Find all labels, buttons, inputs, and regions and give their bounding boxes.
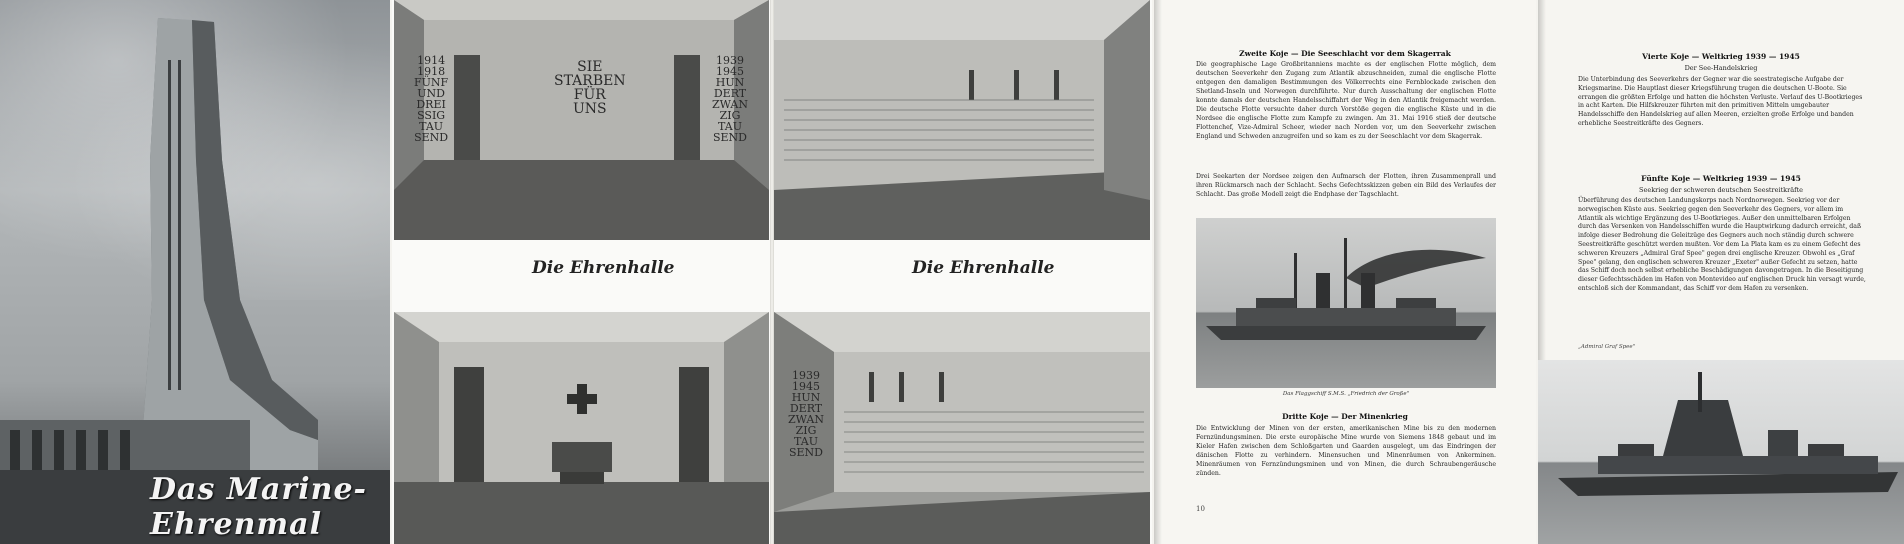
tower-illustration [0,0,390,544]
section-subtitle-see-handelskrieg: Der See-Handelskrieg [1684,64,1758,72]
battleship-illustration [1196,218,1496,388]
section-body-dritte-koje: Die Entwicklung der Minen von der ersten, amerikanischen Mine bis zu den modernen Fernzündungsminen. Die erste europäische Mine wurde von Siemens 1848 gebaut und im Kieler Hafen zwischen dem Schloßgarten und Gaarden ausgelegt, um das Eindringen der dänischen Flotte zu verhindern. Minensuchen und Minenräumen von Ankerminen. Minenräumen von Fernzündungsminen und von Minen, die durch Schraubengeräusche zünden. [1196,425,1496,477]
ship-caption: Das Flaggschiff S.M.S. „Friedrich der Große" [1282,391,1410,397]
inscription-1914-1918: 1914 1918 FÜNF UND DREI SSIG TAU SEND [414,54,449,144]
hall-wall-illustration [774,0,1150,240]
section-title-vierte-koje: Vierte Koje — Weltkrieg 1939 — 1945 [1642,52,1800,61]
ship-photo-friedrich-der-grosse [1196,218,1496,388]
inscription-1939-1945-bottom: 1939 1945 HUN DERT ZWAN ZIG TAU SEND [788,369,824,459]
cover-title: Das Marine-Ehrenmal [150,472,367,542]
hall-photo-bottom-right [774,312,1150,544]
ship-photo-graf-spee [1538,360,1904,544]
hall-photo-bottom-left [394,312,769,544]
inscription-sie-starben: SIE STARBEN FÜR UNS [554,59,626,117]
section-subtitle-seekrieg: Seekrieg der schweren deutschen Seestreitkräfte [1639,186,1803,194]
cover-page [0,0,390,544]
photo-caption-graf-spee: „Admiral Graf Spee" [1578,344,1636,350]
text-page-right [1538,0,1904,544]
photo-spread [392,0,1152,544]
inscription-1939-1945: 1939 1945 HUN DERT ZWAN ZIG TAU SEND [712,54,748,144]
section-body-zweite-koje-2: Drei Seekarten der Nordsee zeigen den Aufmarsch der Flotten, ihren Zusammenprall und ihren Rückmarsch nach der Schlacht. Sechs Gefechtsskizzen geben ein Bild des Verlaufes der Schlacht. Das große Modell zeigt die Endphase der Tagschlacht. [1196,173,1496,198]
hall-photo-top-right [774,0,1150,240]
section-body-zweite-koje: Die geographische Lage Großbritanniens machte es der englischen Flotte möglich, dem deutschen Seeverkehr den Zugang zum Atlantik abzuschneiden, zumal die englische Flotte entgegen den damaligen Bestimmungen des Völkerrechts eine Fernblockade zwischen den Shetland-Inseln und Norwegen durchführte. Nur durch Ausschaltung der englischen Flotte konnte damals der deutschen Handelsschiffahrt der Weg in den Atlantik freigemacht werden. Die deutsche Flotte versuchte daher durch Vorstöße gegen die englische Küste und in die Nordsee die englische Flotte zum Kampfe zu zwingen. Am 31. Mai 1916 stieß der deutsche Flottenchef, Vize-Admiral Scheer, wieder nach Norden vor, um den Seeverkehr zwischen England und Schweden anzugreifen und so kam es zu der Seeschlacht vor dem Skagerrak. [1196,61,1496,140]
page-number: 10 [1196,505,1205,513]
cruiser-illustration [1538,360,1904,544]
hall-photo-top-left [394,0,769,240]
section-body-fuenfte-koje: Überführung des deutschen Landungskorps nach Nordnorwegen. Seekrieg vor der norwegischen Küste aus. Seekrieg gegen den Seeverkehr des Gegners, vor allem im Atlantik als wichtige Ergänzung des U-Bootkrieges. Außer den unmittelbaren Erfolgen durch das Versenken von Handelsschiffen wurde die Hauptwirkung dadurch erreicht, daß infolge dieser Bedrohung die Geleitzüge des Gegners auch noch ständig durch schwere Seestreitkräfte geschützt werden mußten. Vor dem La Plata kam es zu einem Gefecht des schweren Kreuzers „Admiral Graf Spee" gegen drei englische Kreuzer. Obwohl es „Graf Spee" gelang, den englischen schweren Kreuzer „Exeter" außer Gefecht zu setzen, hatte das Schiff doch noch selbst erhebliche Beschädigungen davongetragen. In die Beseitigung dieser Gefechtsschäden im Hafen von Montevideo auf englischen Druck hin versagt wurde, entschloß sich der Kommandant, das Schiff vor dem Hafen zu versenken. [1578,197,1866,292]
section-title-fuenfte-koje: Fünfte Koje — Weltkrieg 1939 — 1945 [1641,174,1801,183]
section-body-vierte-koje: Die Unterbindung des Seeverkehrs der Gegner war die seestrategische Aufgabe der Kriegsmarine. Die Hauptlast dieser Kriegsführung trugen die deutschen U-Boote. Sie errangen die größten Erfolge und hatten die höchsten Verluste. Verlauf des U-Bootkrieges in acht Karten. Die Hilfskreuzer führten mit den primitiven Mitteln umgebauter Handelsschiffe den Handelskrieg auf allen Meeren, erzielten große Erfolge und banden erhebliche Seestreitkräfte des Gegners. [1578,76,1863,127]
section-title-zweite-koje: Zweite Koje — Die Seeschlacht vor dem Skagerrak [1239,49,1451,58]
caption-ehrenhalle-left: Die Ehrenhalle [532,258,675,278]
section-title-dritte-koje: Dritte Koje — Der Minenkrieg [1282,412,1408,421]
hall-altar-illustration [394,312,769,544]
text-page-left [1154,0,1536,544]
page-fold-shadow [1154,0,1162,544]
caption-ehrenhalle-right: Die Ehrenhalle [912,258,1055,278]
hall-wall-illustration-2 [774,312,1150,544]
